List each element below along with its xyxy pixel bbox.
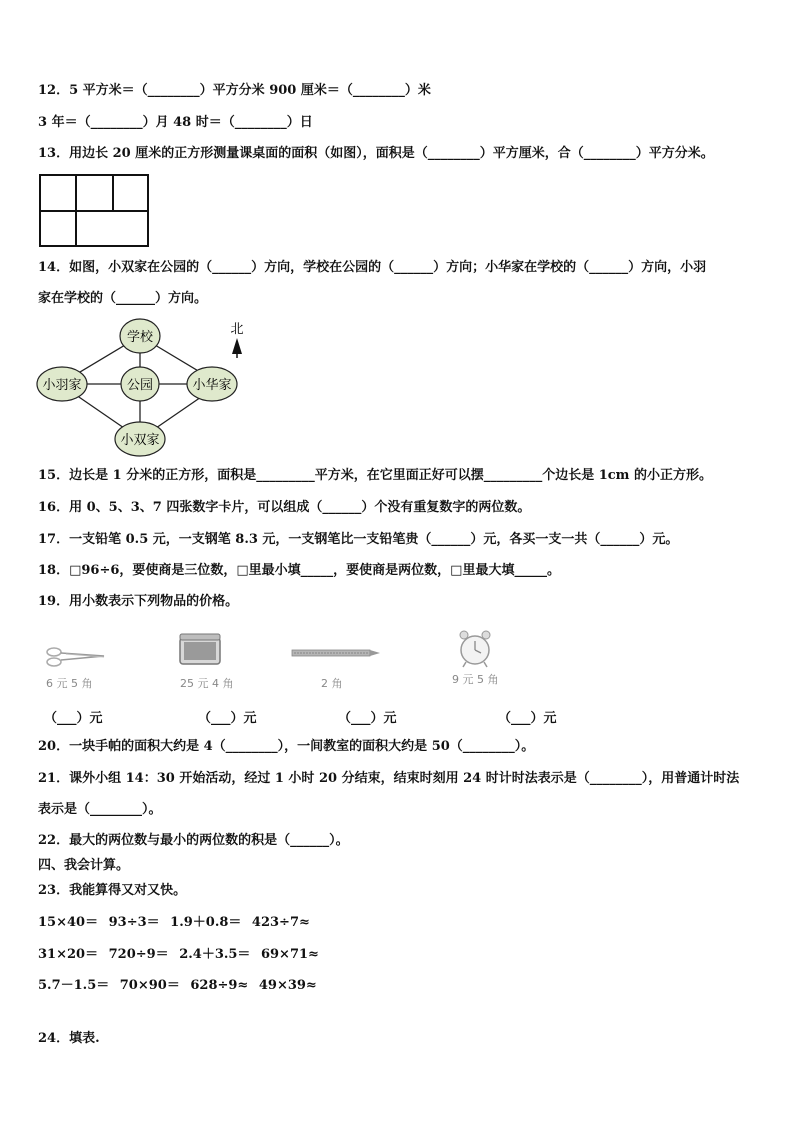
q17-text: 17．一支铅笔 0.5 元，一支钢笔 8.3 元，一支钢笔比一支铅笔贵（______）元，各买一支一共（______）元。 xyxy=(38,532,679,547)
q18-text: 18．□96÷6，要使商是三位数，□里最小填_____，要使商是两位数，□里最大填_____。 xyxy=(38,563,560,578)
school-node xyxy=(120,319,160,353)
q16-text: 16．用 0、5、3、7 四张数字卡片，可以组成（______）个没有重复数字的两位数。 xyxy=(38,500,531,515)
north-arrow-icon xyxy=(230,322,243,358)
park-label: 公园 xyxy=(126,378,154,393)
xiaoshuang-home-label: 小双家 xyxy=(120,433,160,448)
answer-blank-scissors: （___）元 xyxy=(44,711,103,726)
q24-title: 24．填表. xyxy=(38,1031,100,1046)
q20-text: 20．一块手帕的面积大约是 4（________），一间教室的面积大约是 50（________）。 xyxy=(38,739,535,754)
xiaoyu-home-label: 小羽家 xyxy=(42,378,82,393)
xiaoyu-home-node xyxy=(37,367,87,401)
xiaoshuang-home-node xyxy=(115,422,165,456)
q21-line1: 21．课外小组 14：30 开始活动，经过 1 小时 20 分结束，结束时刻用 24 时计时法表示是（________），用普通计时法 xyxy=(38,771,740,786)
q14-line1: 14．如图，小双家在公园的（______）方向，学校在公园的（______）方向；小华家在学校的（______）方向，小羽 xyxy=(38,260,707,275)
q21-line2: 表示是（________）。 xyxy=(38,802,162,817)
answer-blank-pencil-box: （___）元 xyxy=(198,711,257,726)
answer-blank-clock: （___）元 xyxy=(498,711,557,726)
q12-line2: 3 年＝（________）月 48 时＝（________）日 xyxy=(38,115,313,130)
q23-row3: 5.7－1.5＝ 70×90＝ 628÷9≈ 49×39≈ xyxy=(38,978,317,993)
price-scissors: 6 元 5 角 xyxy=(46,677,93,690)
direction-map-figure xyxy=(36,316,248,458)
q23-row2: 31×20＝ 720÷9＝ 2.4＋3.5＝ 69×71≈ xyxy=(38,947,319,962)
q23-row1: 15×40＝ 93÷3＝ 1.9＋0.8＝ 423÷7≈ xyxy=(38,915,310,930)
q23-title: 23．我能算得又对又快。 xyxy=(38,883,187,898)
xiaohua-home-node xyxy=(187,367,237,401)
answer-blank-pencil: （___）元 xyxy=(338,711,397,726)
q14-line2: 家在学校的（______）方向。 xyxy=(38,291,208,306)
price-clock: 9 元 5 角 xyxy=(452,673,499,686)
price-pencil-box: 25 元 4 角 xyxy=(180,677,234,690)
park-node xyxy=(121,367,159,401)
q19-text: 19．用小数表示下列物品的价格。 xyxy=(38,594,239,609)
school-label: 学校 xyxy=(126,330,154,345)
q13-text: 13．用边长 20 厘米的正方形测量课桌面的面积（如图），面积是（________）平方厘米，合（________）平方分米。 xyxy=(38,146,714,161)
q22-text: 22．最大的两位数与最小的两位数的积是（______）。 xyxy=(38,833,349,848)
north-label: 北 xyxy=(230,322,244,337)
price-pencil: 2 角 xyxy=(321,677,343,690)
section-title: 四、我会计算。 xyxy=(38,858,130,873)
q12-line1: 12．5 平方米＝（________）平方分米 900 厘米＝（________）米 xyxy=(38,83,431,98)
xiaohua-home-label: 小华家 xyxy=(192,378,232,393)
desk-grid-figure xyxy=(39,174,149,247)
q15-text: 15．边长是 1 分米的正方形，面积是_________平方米，在它里面正好可以摆_________个边长是 1cm 的小正方形。 xyxy=(38,468,712,483)
